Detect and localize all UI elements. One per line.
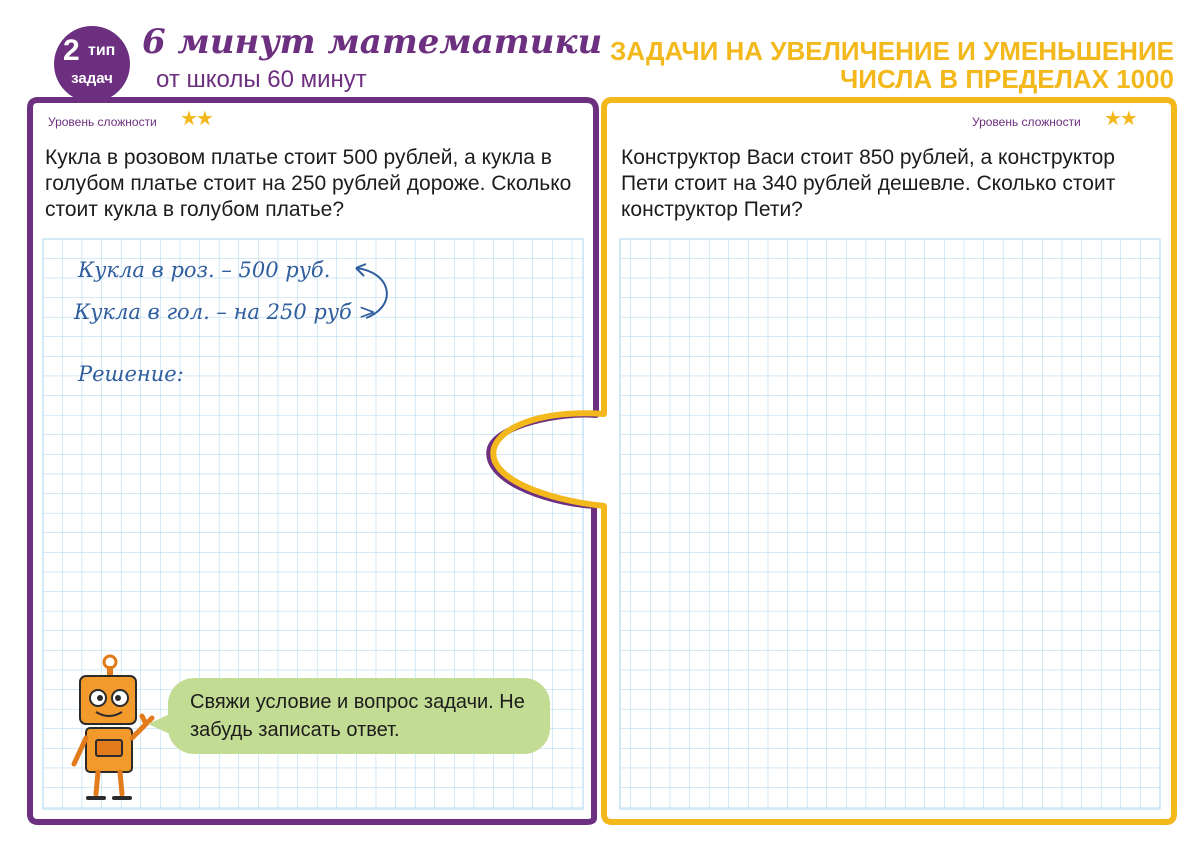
task-text-left: Кукла в розовом платье стоит 500 рублей, а кукла в голубом платье стоит на 250 рублей дороже. Сколько стоит кукла в голубом платье? bbox=[45, 146, 572, 221]
difficulty-stars-left-icon: ★★ bbox=[180, 108, 212, 130]
robot-mascot-icon bbox=[66, 654, 156, 804]
badge-number: 2 bbox=[63, 34, 80, 67]
badge-bottom-label: задач bbox=[71, 70, 113, 87]
brand-subtitle: от школы 60 минут bbox=[156, 66, 367, 93]
topic-line-1: ЗАДАЧИ НА УВЕЛИЧЕНИЕ И УМЕНЬШЕНИЕ bbox=[610, 36, 1174, 66]
handwriting-line-1: Кукла в роз. – 500 руб. bbox=[78, 258, 331, 282]
hint-bubble: Свяжи условие и вопрос задачи. Не забудь записать ответ. bbox=[168, 678, 550, 754]
task-text-right: Конструктор Васи стоит 850 рублей, а конструктор Пети стоит на 340 рублей дешевле. Сколько стоит конструктор Пети? bbox=[621, 146, 1116, 221]
difficulty-stars-right-icon: ★★ bbox=[1104, 108, 1136, 130]
difficulty-label-left: Уровень сложности bbox=[48, 115, 157, 129]
handwriting-line-2: Кукла в гол. – на 250 руб > bbox=[74, 300, 377, 324]
topic-line-2: ЧИСЛА В ПРЕДЕЛАХ 1000 bbox=[840, 64, 1174, 94]
difficulty-label-right: Уровень сложности bbox=[972, 115, 1081, 129]
brand-title: 6 минут математики bbox=[142, 22, 603, 62]
badge-top-label: тип bbox=[88, 42, 116, 59]
right-grid bbox=[620, 239, 1160, 809]
handwriting-solution-label: Решение: bbox=[78, 362, 184, 386]
